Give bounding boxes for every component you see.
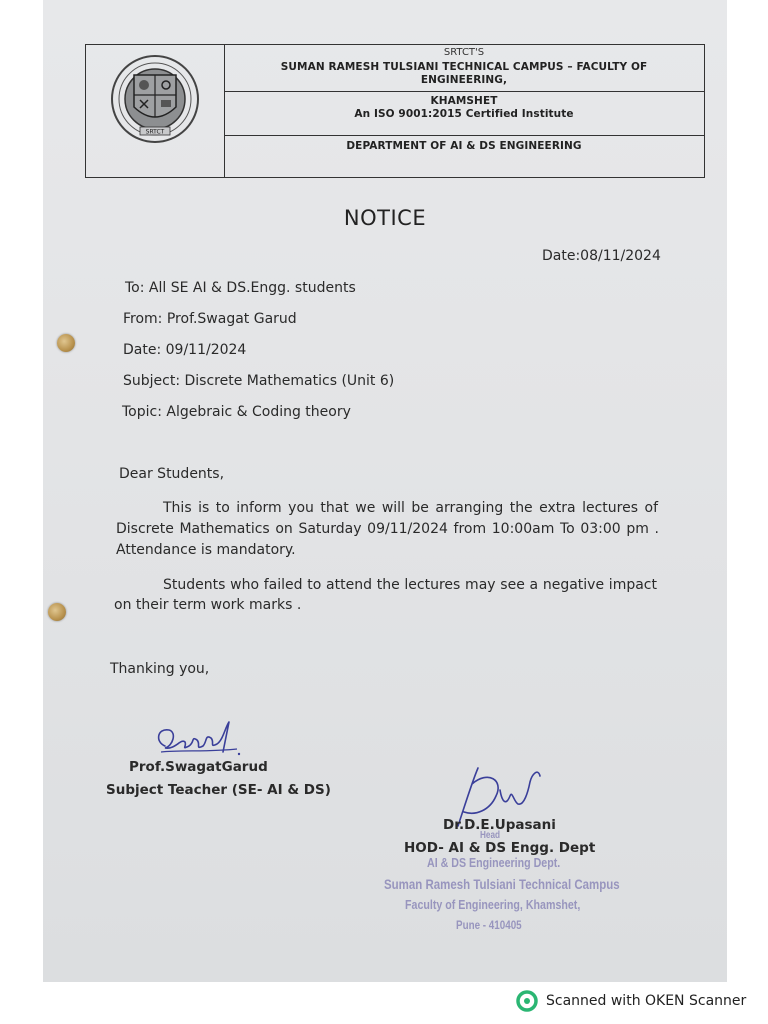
logo-cell bbox=[86, 45, 225, 177]
teacher-role: Subject Teacher (SE- AI & DS) bbox=[106, 782, 331, 798]
stamp-line-campus: Suman Ramesh Tulsiani Technical Campus bbox=[384, 876, 620, 892]
institute-name: SUMAN RAMESH TULSIANI TECHNICAL CAMPUS – FACULTY OF bbox=[280, 61, 648, 73]
institute-name-cont: ENGINEERING, bbox=[420, 74, 508, 86]
department-name: DEPARTMENT OF AI & DS ENGINEERING bbox=[346, 140, 582, 152]
punch-hole-bottom bbox=[48, 603, 66, 621]
iso-certification: An ISO 9001:2015 Certified Institute bbox=[354, 108, 574, 120]
scanner-text: Scanned with OKEN Scanner bbox=[546, 993, 747, 1009]
logo-text: SRTCT bbox=[145, 128, 165, 136]
body-paragraph-1-line-3: Attendance is mandatory. bbox=[116, 542, 296, 558]
header-divider bbox=[224, 135, 704, 136]
institute-logo bbox=[86, 45, 224, 177]
subject-line: Subject: Discrete Mathematics (Unit 6) bbox=[123, 373, 395, 389]
stamp-line-city: Pune - 410405 bbox=[456, 918, 522, 932]
punch-hole-top bbox=[57, 334, 75, 352]
notice-date: Date:08/11/2024 bbox=[542, 248, 661, 264]
hod-name: Dr.D.E.Upasani bbox=[443, 817, 556, 833]
institute-location: KHAMSHET bbox=[430, 95, 498, 107]
oken-scanner-icon bbox=[516, 990, 538, 1012]
stamp-line-faculty: Faculty of Engineering, Khamshet, bbox=[405, 897, 581, 912]
hod-role: HOD- AI & DS Engg. Dept bbox=[404, 840, 596, 856]
from-line: From: Prof.Swagat Garud bbox=[123, 311, 297, 327]
salutation: Dear Students, bbox=[119, 466, 225, 482]
header-divider bbox=[224, 91, 704, 92]
stamp-line-head: Head bbox=[480, 830, 501, 841]
teacher-signature bbox=[151, 716, 251, 760]
to-line: To: All SE AI & DS.Engg. students bbox=[125, 280, 356, 296]
body-paragraph-2-line-1: Students who failed to attend the lectures may see a negative impact bbox=[163, 577, 657, 593]
closing: Thanking you, bbox=[110, 661, 210, 677]
notice-document bbox=[43, 0, 727, 982]
stamp-line-dept: AI & DS Engineering Dept. bbox=[427, 855, 561, 870]
teacher-name: Prof.SwagatGarud bbox=[129, 759, 268, 775]
body-paragraph-1-line-2: Discrete Mathematics on Saturday 09/11/2024 from 10:00am To 03:00 pm . bbox=[116, 521, 659, 537]
body-paragraph-2-line-2: on their term work marks . bbox=[114, 597, 302, 613]
body-paragraph-1-line-1: This is to inform you that we will be arranging the extra lectures of bbox=[163, 500, 658, 516]
notice-title: NOTICE bbox=[343, 206, 427, 230]
scanner-watermark bbox=[516, 990, 746, 1012]
date-line: Date: 09/11/2024 bbox=[123, 342, 247, 358]
letterhead bbox=[85, 44, 705, 178]
institute-prefix: SRTCT'S bbox=[443, 47, 485, 58]
topic-line: Topic: Algebraic & Coding theory bbox=[122, 404, 351, 420]
